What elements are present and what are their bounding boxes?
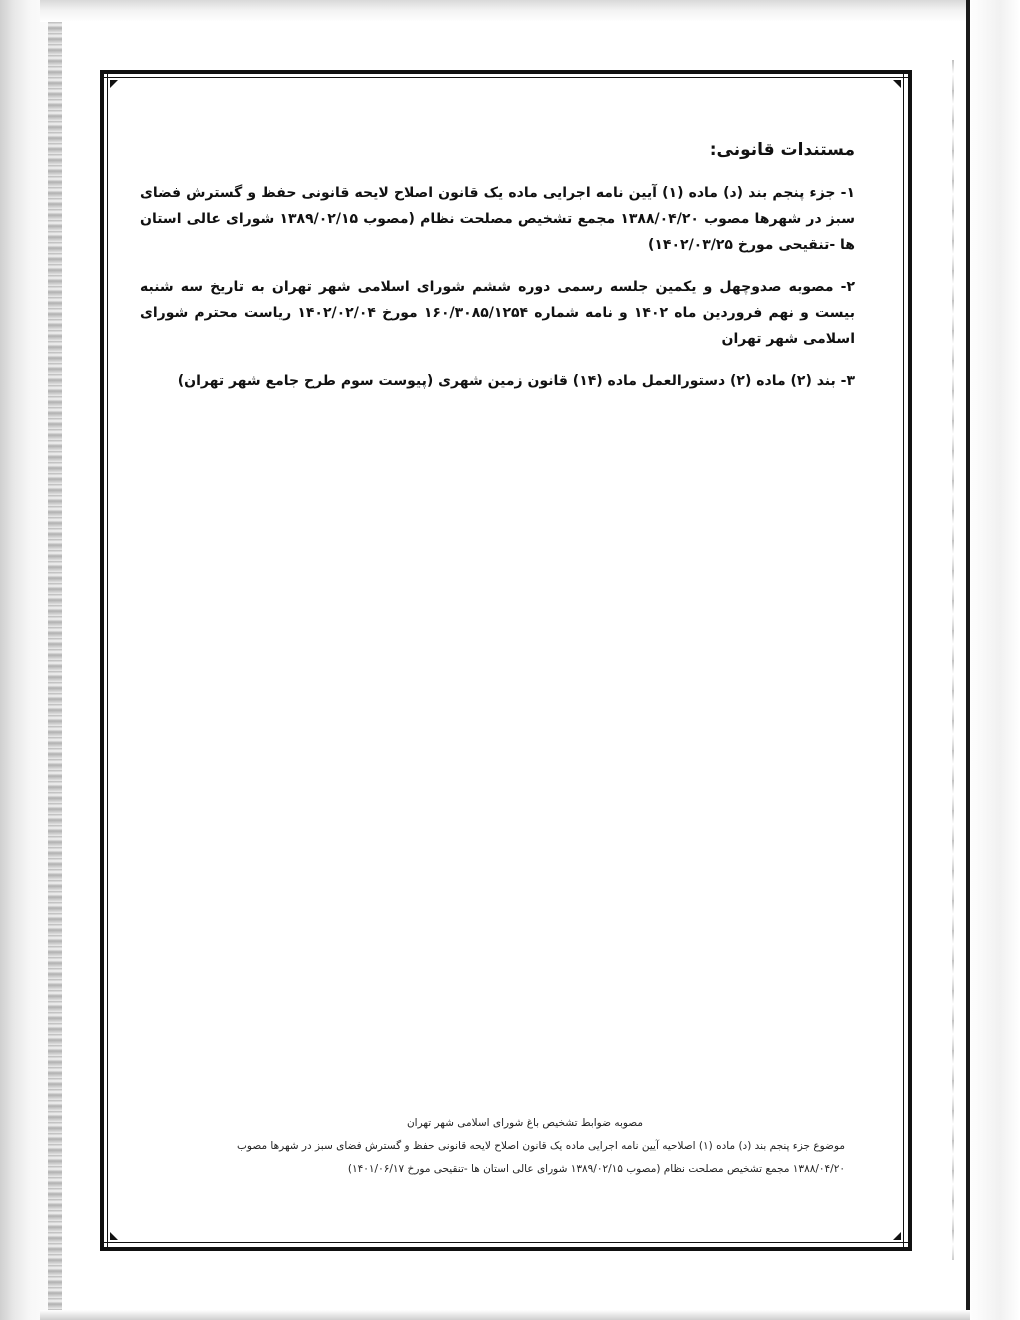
corner-mark-top-right: [893, 80, 901, 88]
border-right: [908, 70, 912, 1251]
document-body: [140, 140, 855, 410]
border-left: [100, 70, 104, 1251]
footer-line-2: ۱۳۸۸/۰۴/۲۰ مجمع تشخیص مصلحت نظام (مصوب ۱۳۸۹/۰۲/۱۵ شورای عالی استان ها -تنقیحی مورخ ۱۴۰۱/۰۶/۱۷): [347, 1163, 845, 1175]
scan-bottom-shadow: [40, 1310, 970, 1320]
border-bottom-inner: [100, 1242, 912, 1243]
border-bottom: [100, 1247, 912, 1251]
border-right-inner: [903, 70, 904, 1251]
list-item-legal-source-2: ۲- مصوبه صدوچهل و یکمین جلسه رسمی دوره ششم شورای اسلامی شهر تهران به تاریخ سه شنبه بیست و نهم فروردین ماه ۱۴۰۲ و نامه شماره ۱۶۰/۳۰۸۵/۱۲۵۴ مورخ ۱۴۰۲/۰۲/۰۴ ریاست محترم شورای اسلامی شهر تهران: [140, 279, 855, 347]
scan-top-shadow: [40, 0, 970, 22]
page-footer: [205, 1112, 845, 1181]
footer-title: مصوبه ضوابط تشخیص باغ شورای اسلامی شهر تهران: [406, 1117, 644, 1129]
corner-mark-bottom-right: [893, 1232, 901, 1240]
corner-mark-top-left: [110, 80, 118, 88]
footer-line-1: موضوع جزء پنجم بند (د) ماده (۱) اصلاحیه آیین نامه اجرایی ماده یک قانون اصلاح لایحه قانونی حفظ و گسترش فضای سبز در شهرها مصوب: [237, 1140, 845, 1152]
border-top-inner: [100, 77, 912, 78]
scan-right-shadow: [966, 0, 1020, 1320]
section-heading: مستندات قانونی:: [709, 140, 855, 160]
corner-mark-bottom-left: [110, 1232, 118, 1240]
list-item-legal-source-3: ۳- بند (۲) ماده (۲) دستورالعمل ماده (۱۴) قانون زمین شهری (پیوست سوم طرح جامع شهر تهران): [177, 373, 855, 389]
scan-right-streak: [952, 60, 954, 1260]
list-item-legal-source-1: ۱- جزء پنجم بند (د) ماده (۱) آیین نامه اجرایی ماده یک قانون اصلاح لایحه قانونی حفظ و گسترش فضای سبز در شهرها مصوب ۱۳۸۸/۰۴/۲۰ مجمع تشخیص مصلحت نظام (مصوب ۱۳۸۹/۰۲/۱۵ شورای عالی استان ها -تنقیحی مورخ ۱۴۰۲/۰۳/۲۵): [140, 185, 855, 253]
border-left-inner: [107, 70, 108, 1251]
scan-right-edge: [966, 0, 970, 1320]
scan-left-edge: [48, 0, 62, 1320]
border-top: [100, 70, 912, 74]
